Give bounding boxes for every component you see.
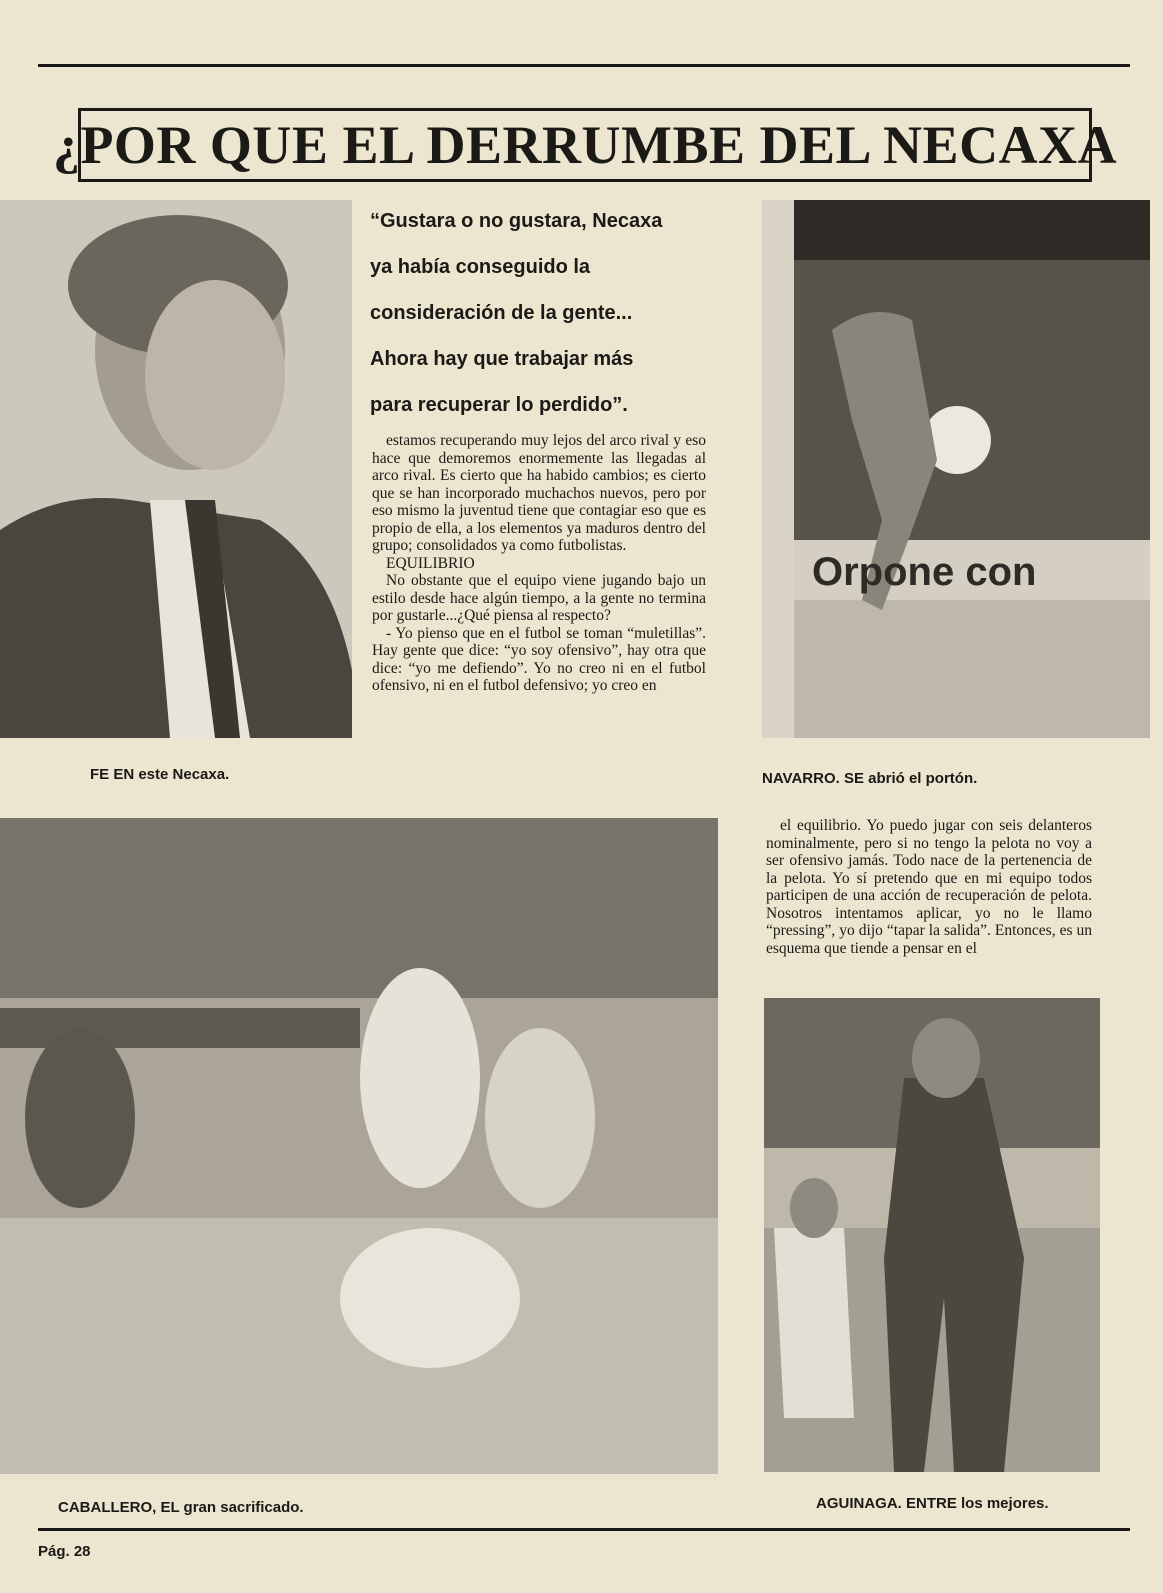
headline: ¿POR QUE EL DERRUMBE DEL NECAXA xyxy=(52,115,1118,175)
article-column-1 xyxy=(372,432,706,695)
paragraph: - Yo pienso que en el futbol se toman “muletillas”. Hay gente que dice: “yo soy ofensivo”, hay otra que dice: “yo me defiendo”. Yo no creo ni en el futbol ofensivo, ni en el futbol defensivo; yo creo en xyxy=(372,624,706,694)
headline-box xyxy=(52,108,1118,182)
banner-text: Orpone con xyxy=(812,550,1037,594)
pull-quote-line: para recuperar lo perdido”. xyxy=(370,394,628,416)
subheading: EQUILIBRIO xyxy=(386,554,475,572)
article-column-2 xyxy=(766,817,1092,957)
pull-quote-line: Ahora hay que trabajar más xyxy=(370,348,634,370)
caption-coach: FE EN este Necaxa. xyxy=(90,766,230,783)
pull-quote-line: consideración de la gente... xyxy=(370,302,633,324)
player-photo xyxy=(764,998,1100,1472)
top-rule xyxy=(38,64,1130,67)
paragraph: el equilibrio. Yo puedo jugar con seis delanteros nominalmente, pero si no tengo la pelota no voy a ser ofensivo jamás. Todo nace de la pertenencia de la pelota. Yo sí pretendo que en mi equipo todos participen de una acción de recuperación de pelota. Nosotros intentamos aplicar, yo no le llamo “pressing”, yo dijo “tapar la salida”. Entonces, es un esquema que tiende a pensar en el xyxy=(766,817,1092,957)
caption-goalkeeper: NAVARRO. SE abrió el portón. xyxy=(762,770,978,787)
coach-photo xyxy=(0,200,352,738)
bottom-rule xyxy=(38,1528,1130,1531)
caption-player: AGUINAGA. ENTRE los mejores. xyxy=(816,1495,1049,1512)
caption-match: CABALLERO, EL gran sacrificado. xyxy=(58,1499,304,1516)
match-photo xyxy=(0,818,718,1474)
paragraph: estamos recuperando muy lejos del arco rival y eso hace que demoremos enormemente las llegadas al arco rival. Es cierto que ha habido cambios; es cierto que se han incorporado muchachos nuevos, pero por eso mismo la juventud tiene que contagiar eso que es propio de ella, a los elementos ya maduros dentro del grupo; consolidados ya como futbolistas. xyxy=(372,432,706,554)
pull-quote-line: “Gustara o no gustara, Necaxa xyxy=(370,210,663,232)
pull-quote xyxy=(370,198,740,428)
pull-quote-line: ya había conseguido la xyxy=(370,256,591,278)
page-number: Pág. 28 xyxy=(38,1543,91,1560)
paragraph: No obstante que el equipo viene jugando bajo un estilo desde hace algún tiempo, a la gente no termina por gustarle...¿Qué piensa al respecto? xyxy=(372,572,706,624)
goalkeeper-photo xyxy=(762,200,1150,738)
